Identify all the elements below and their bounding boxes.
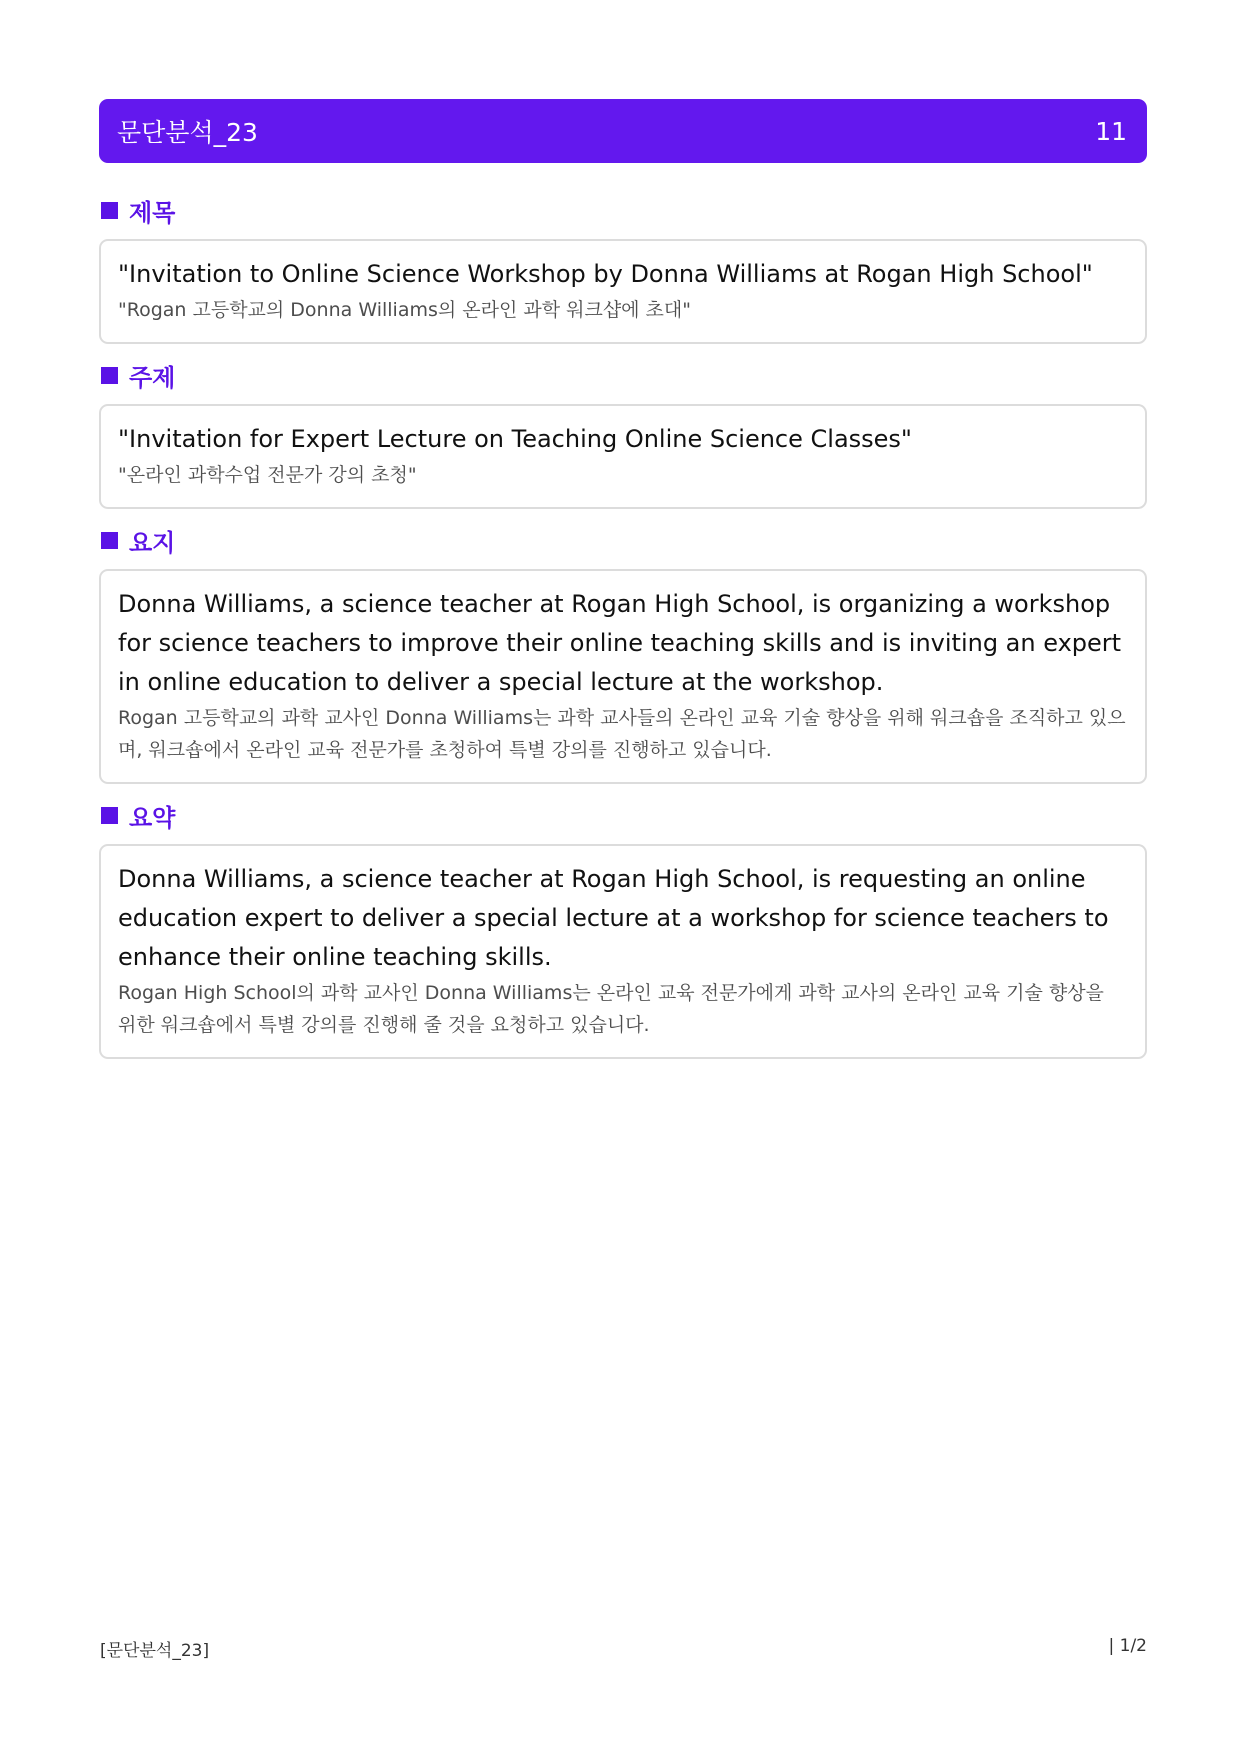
question-number: 11	[1095, 116, 1127, 146]
square-bullet-icon	[101, 367, 118, 384]
footer-document-label: [문단분석_23]	[100, 1641, 210, 1661]
section-label-title	[101, 193, 175, 228]
section-label-summary	[101, 798, 175, 833]
topic-english: "Invitation for Expert Lecture on Teaching Online Science Classes"	[118, 425, 912, 453]
title-box	[99, 239, 1147, 344]
square-bullet-icon	[101, 807, 118, 824]
topic-box	[99, 404, 1147, 509]
section-label-gist	[101, 523, 175, 558]
section-label-text: 제목	[129, 199, 176, 227]
gist-korean: Rogan 고등학교의 과학 교사인 Donna Williams는 과학 교사들의 온라인 교육 기술 향상을 위해 워크숍을 조직하고 있으며, 워크숍에서 온라인 교육 전문가를 초청하여 특별 강의를 진행하고 있습니다.	[118, 707, 1126, 761]
section-label-topic	[101, 358, 175, 393]
section-label-text: 요지	[129, 529, 176, 557]
summary-korean: Rogan High School의 과학 교사인 Donna Williams는 온라인 교육 전문가에게 과학 교사의 온라인 교육 기술 향상을 위한 워크숍에서 특별 강의를 진행해 줄 것을 요청하고 있습니다.	[118, 982, 1104, 1036]
title-korean: "Rogan 고등학교의 Donna Williams의 온라인 과학 워크샵에 초대"	[118, 299, 692, 321]
section-label-text: 주제	[129, 364, 176, 392]
summary-english: Donna Williams, a science teacher at Rogan High School, is requesting an online education expert to deliver a special lecture at a workshop for science teachers to enhance their online teaching skills.	[118, 865, 1109, 971]
header-bar	[99, 99, 1147, 163]
square-bullet-icon	[101, 532, 118, 549]
title-english: "Invitation to Online Science Workshop by Donna Williams at Rogan High School"	[118, 260, 1093, 288]
gist-box	[99, 569, 1147, 784]
topic-korean: "온라인 과학수업 전문가 강의 초청"	[118, 464, 417, 486]
square-bullet-icon	[101, 202, 118, 219]
page-title: 문단분석_23	[117, 118, 258, 147]
footer-page-number: | 1/2	[1108, 1636, 1147, 1656]
gist-english: Donna Williams, a science teacher at Rogan High School, is organizing a workshop for science teachers to improve their online teaching skills and is inviting an expert in online education to deliver a special lecture at the workshop.	[118, 590, 1122, 696]
summary-box	[99, 844, 1147, 1059]
section-label-text: 요약	[129, 804, 176, 832]
